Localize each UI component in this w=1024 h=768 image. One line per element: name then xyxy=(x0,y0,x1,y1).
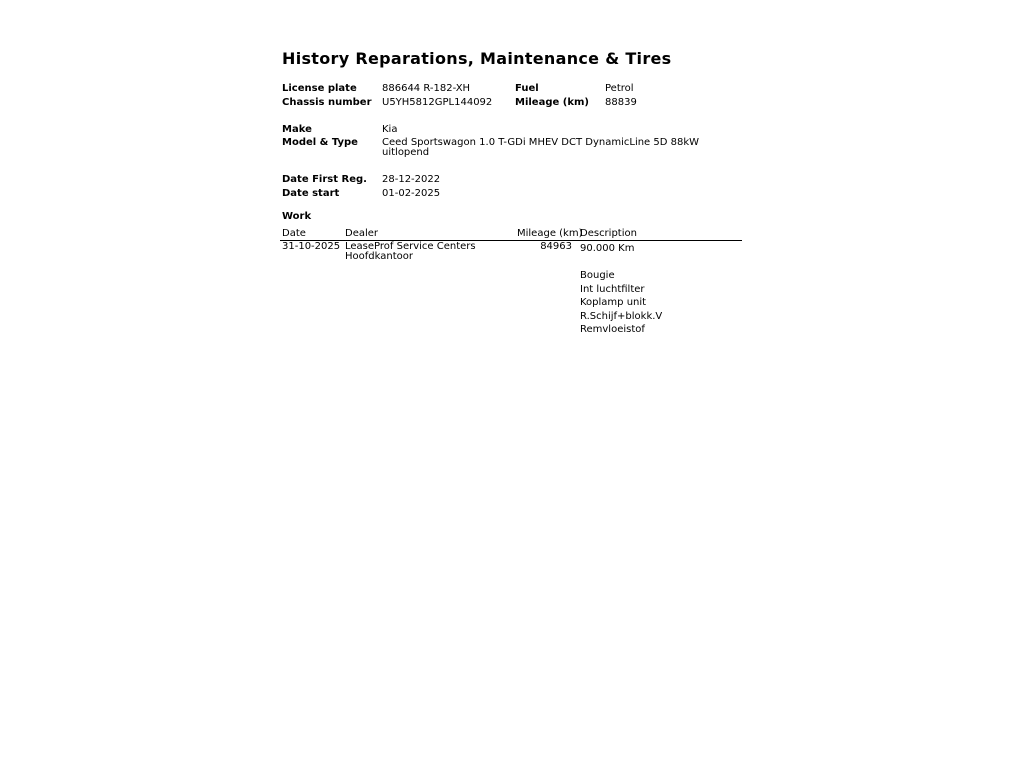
column-header-description: Description xyxy=(580,228,637,239)
make-value: Kia xyxy=(382,124,398,135)
column-header-date: Date xyxy=(282,228,306,239)
mileage-label: Mileage (km) xyxy=(515,97,589,108)
description-item-blank xyxy=(580,256,662,270)
work-row-dealer-line2: Hoofdkantoor xyxy=(345,251,413,262)
page-title: History Reparations, Maintenance & Tires xyxy=(282,49,672,68)
fuel-value: Petrol xyxy=(605,83,634,94)
date-start-value: 01-02-2025 xyxy=(382,188,441,199)
work-row-dealer-line1: LeaseProf Service Centers xyxy=(345,241,476,252)
description-item: Remvloeistof xyxy=(580,324,645,335)
description-item: 90.000 Km xyxy=(580,243,635,254)
model-type-value-line2: uitlopend xyxy=(382,147,430,158)
model-type-label: Model & Type xyxy=(282,137,358,148)
work-heading: Work xyxy=(282,211,312,222)
make-label: Make xyxy=(282,124,312,135)
description-item: Bougie xyxy=(580,270,615,281)
date-start-label: Date start xyxy=(282,188,340,199)
chassis-number-label: Chassis number xyxy=(282,97,372,108)
fuel-label: Fuel xyxy=(515,83,539,94)
chassis-number-value: U5YH5812GPL144092 xyxy=(382,97,493,108)
date-first-reg-value: 28-12-2022 xyxy=(382,174,441,185)
model-type-value-line1: Ceed Sportswagon 1.0 T-GDi MHEV DCT DynamicLine 5D 88kW xyxy=(382,137,700,148)
work-row-mileage: 84963 xyxy=(540,241,572,252)
description-item: R.Schijf+blokk.V xyxy=(580,310,663,322)
description-item: Koplamp unit xyxy=(580,297,647,308)
work-row-date: 31-10-2025 xyxy=(282,241,341,252)
mileage-value: 88839 xyxy=(605,97,637,108)
work-row-description-list xyxy=(580,242,662,337)
column-header-dealer: Dealer xyxy=(345,228,379,239)
license-plate-value: 886644 R-182-XH xyxy=(382,83,471,94)
license-plate-label: License plate xyxy=(282,83,357,94)
date-first-reg-label: Date First Reg. xyxy=(282,174,367,185)
column-header-mileage: Mileage (km) xyxy=(517,228,583,239)
description-item: Int luchtfilter xyxy=(580,283,645,295)
